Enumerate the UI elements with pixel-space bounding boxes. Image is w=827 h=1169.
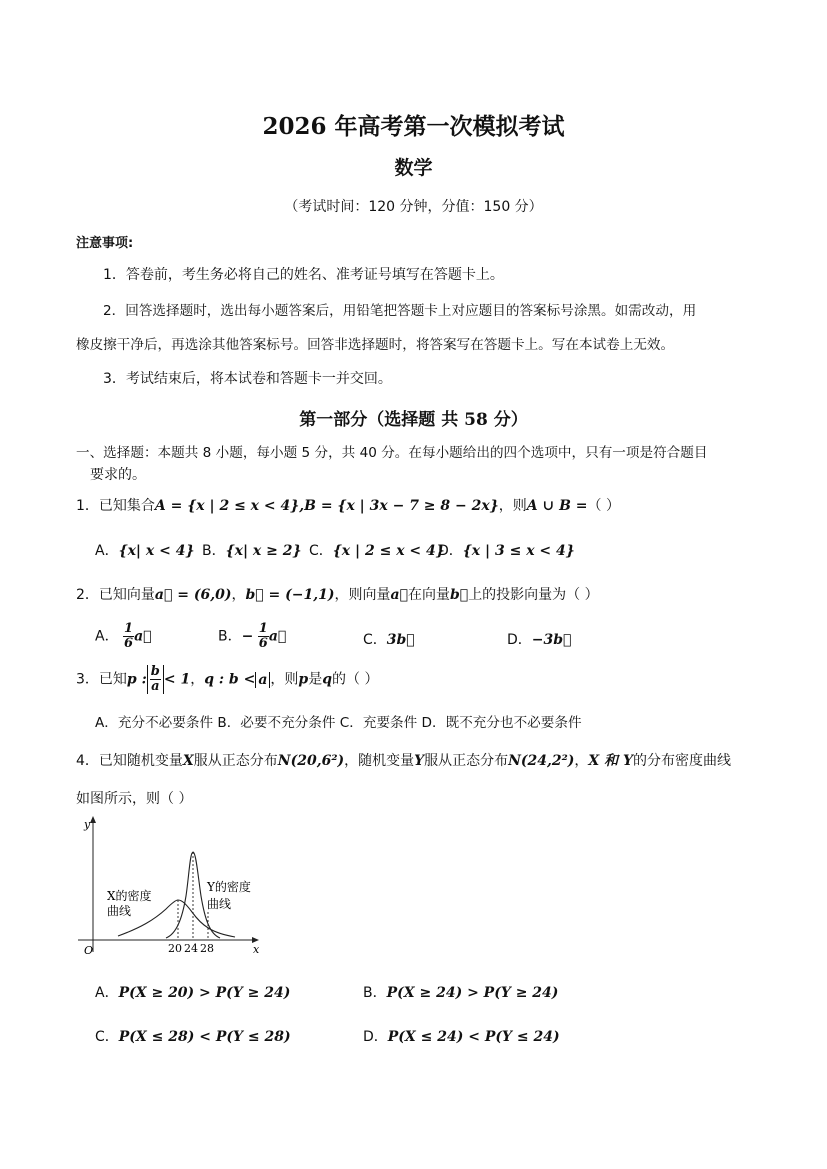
q3-q: q : b < [204,671,256,688]
q4-option-d[interactable] [363,1026,560,1046]
q3-fraction [150,665,161,694]
q4-suffix: 的分布密度曲线 [632,753,731,769]
q2-option-a-den: 6 [124,636,134,651]
q3-p: p : [126,671,147,688]
tick-label-28: 28 [200,942,214,955]
q2-mid-2: 在向量 [407,587,450,603]
question-2-stem [76,584,599,604]
q4-option-c-text: P(X ≤ 28) < P(Y ≤ 28) [118,1029,291,1045]
q2-option-b-label: B． [218,628,242,645]
q4-normal-x: N(20,6²) [277,753,345,769]
q4-x: X [182,753,194,769]
q4-mid-3: 服从正态分布 [424,753,509,769]
q4-mid-1: 服从正态分布 [193,753,278,769]
notice-item-2-line-1: 2．回答选择题时，选出每小题答案后，用铅笔把答题卡上对应题目的答案标号涂黑。如需改动，用 [103,303,697,319]
q4-option-a-label: A． [95,985,119,1001]
part-1-title: 第一部分（选择题 共 58 分） [299,410,528,430]
q2-option-a-vector: a⃗ [134,628,152,645]
q2-sep: ， [231,587,246,603]
q1-option-d-text: {x | 3 ≤ x < 4} [462,543,575,559]
y-axis-arrow [90,816,96,823]
q1-option-a-label: A． [95,543,119,559]
q4-normal-y: N(24,2²) [508,753,575,769]
q2-b: b⃗ [449,587,469,603]
q1-set-a: A = {x | 2 ≤ x < 4} [154,498,300,514]
q4-option-a[interactable] [95,982,290,1002]
x-axis-label: x [253,943,260,956]
q2-suffix: 上的投影向量为（ ） [468,587,599,603]
q4-option-d-label: D． [363,1029,388,1045]
q4-prefix: 4．已知随机变量 [76,753,183,769]
q2-a: a⃗ [390,587,408,603]
q1-option-b-text: {x| x ≥ 2} [225,543,302,559]
q4-option-a-text: P(X ≥ 20) > P(Y ≥ 24) [118,985,291,1001]
q3-p2: p [298,671,309,688]
q4-option-b-label: B． [363,985,387,1001]
q3-fraction-den: a [151,679,160,694]
q2-option-a[interactable] [95,622,152,651]
q2-option-b-den: 6 [258,636,268,651]
notice-item-3: 3．考试结束后，将本试卷和答题卡一并交回。 [103,371,392,387]
q4-y: Y [414,753,425,769]
q4-option-b[interactable] [363,982,558,1002]
q1-union: A ∪ B = [526,498,588,514]
subject-title: 数学 [394,157,433,179]
q1-option-c-label: C． [309,543,333,559]
q2-option-c[interactable] [363,629,415,649]
q3-abs-fraction [147,665,164,694]
y-curve-label-2: 曲线 [207,897,232,911]
q3-is: 是 [308,671,323,688]
question-3-stem [76,665,378,694]
notice-heading: 注意事项: [76,236,134,251]
q3-fraction-num: b [150,664,160,679]
notice-item-1: 1．答卷前，考生务必将自己的姓名、准考证号填写在答题卡上。 [103,267,504,283]
q4-mid-2: ，随机变量 [344,753,415,769]
q2-mid-1: ，则向量 [334,587,391,603]
q1-option-c-text: {x | 2 ≤ x < 4} [332,543,445,559]
q3-p-rest: < 1 [163,671,191,688]
q1-option-d-label: D． [438,543,463,559]
q2-option-d-text: −3b⃗ [531,632,572,648]
q2-prefix: 2．已知向量 [76,587,155,603]
q4-option-d-text: P(X ≤ 24) < P(Y ≤ 24) [387,1029,560,1045]
question-1-stem [76,495,620,515]
q2-option-b-fraction [258,622,269,651]
q1-option-d[interactable] [438,540,575,560]
part-1-instructions-line-1: 一、选择题：本题共 8 小题，每小题 5 分，共 40 分。在每小题给出的四个选项中，只有一项是符合题目 [76,445,708,461]
q3-q2: q [322,671,332,688]
q4-line-2: 如图所示，则（ ） [76,791,193,807]
x-curve-label-2: 曲线 [107,904,132,918]
q4-option-b-text: P(X ≥ 24) > P(Y ≥ 24) [386,985,559,1001]
q2-option-b-vector: a⃗ [268,628,287,645]
part-1-instructions-line-2: 要求的。 [90,467,146,483]
q4-option-c[interactable] [95,1026,291,1046]
q1-sep: , [299,498,305,514]
q2-option-a-num: 1 [124,621,134,636]
q2-option-d-label: D． [507,632,532,648]
q3-options[interactable]: A．充分不必要条件 B．必要不充分条件 C．充要条件 D．既不充分也不必要条件 [95,715,582,731]
origin-label: O [84,944,94,957]
y-axis-label: y [84,818,91,831]
q2-option-d[interactable] [507,629,571,649]
tick-label-20: 20 [168,942,182,955]
q2-vector-b: b⃗ = (−1,1) [245,587,335,603]
q2-option-c-label: C． [363,632,387,648]
q1-set-b: B = {x | 3x − 7 ≥ 8 − 2x} [304,498,499,514]
q3-suffix: 的（ ） [332,671,379,688]
q4-x-and-y: X 和 Y [588,753,633,769]
q2-option-c-text: 3b⃗ [386,632,415,648]
q4-comma: ， [574,753,589,769]
question-4-stem [76,750,731,770]
q2-option-b[interactable] [218,622,286,651]
q1-option-a[interactable] [95,540,194,560]
q1-prefix: 1．已知集合 [76,498,155,514]
q1-mid: ，则 [498,498,527,514]
q3-q-abs: a [255,672,270,688]
q2-option-b-sign: − [241,628,254,645]
exam-title: 2026 年高考第一次模拟考试 [262,113,565,140]
x-curve-label-1: X的密度 [107,889,152,903]
q2-vector-a: a⃗ = (6,0) [154,587,232,603]
q1-option-b-label: B． [202,543,226,559]
q4-option-c-label: C． [95,1029,119,1045]
q1-option-a-text: {x| x < 4} [118,543,195,559]
q3-comma: ， [190,671,205,688]
q1-option-c[interactable] [309,540,445,560]
normal-distribution-figure [70,812,270,962]
tick-label-24: 24 [184,942,198,955]
q2-option-a-fraction [123,622,134,651]
q2-option-b-num: 1 [258,621,268,636]
q1-option-b[interactable] [202,540,302,560]
q2-option-a-label: A． [95,628,119,645]
q3-mid: ，则 [270,671,299,688]
y-curve-label-1: Y的密度 [207,880,251,894]
notice-item-2-line-2: 橡皮擦干净后，再选涂其他答案标号。回答非选择题时，将答案写在答题卡上。写在本试卷上无效。 [76,337,675,353]
q1-paren: （ ） [587,498,620,514]
exam-time-info: （考试时间：120 分钟，分值：150 分） [284,199,543,215]
q3-prefix: 3．已知 [76,671,127,688]
